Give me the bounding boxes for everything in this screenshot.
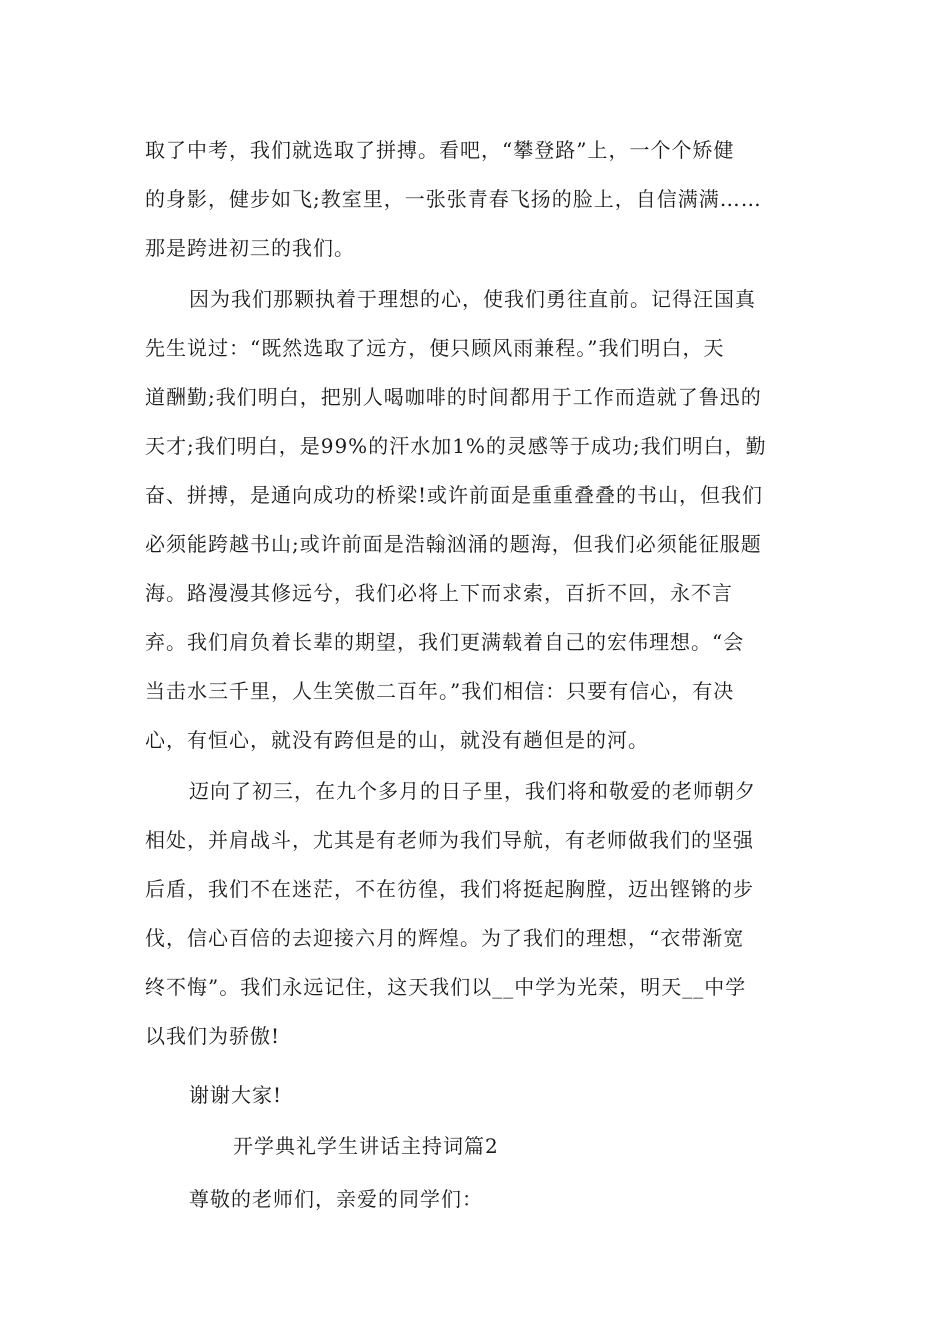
paragraph-line: 先生说过：“既然选取了远方，便只顾风雨兼程。”我们明白，天 xyxy=(145,336,725,360)
paragraph-3 xyxy=(145,767,809,1061)
section-title-text: 开学典礼学生讲话主持词篇2 xyxy=(233,1134,499,1158)
paragraph-line: 终不悔”。我们永远记住，这天我们以__中学为光荣，明天__中学 xyxy=(145,975,747,999)
paragraph-line: 迈向了初三，在九个多月的日子里，我们将和敬爱的老师朝夕 xyxy=(189,779,756,803)
paragraph-line: 当击水三千里，人生笑傲二百年。”我们相信：只要有信心，有决 xyxy=(145,679,735,703)
paragraph-line: 因为我们那颗执着于理想的心，使我们勇往直前。记得汪国真 xyxy=(189,287,756,311)
paragraph-line: 那是跨进初三的我们。 xyxy=(145,236,355,260)
thanks-text: 谢谢大家! xyxy=(189,1083,283,1107)
greeting-line xyxy=(145,1175,809,1224)
paragraph-2 xyxy=(145,275,809,765)
paragraph-line: 伐，信心百倍的去迎接六月的辉煌。为了我们的理想，“衣带渐宽 xyxy=(145,926,745,950)
paragraph-line: 后盾，我们不在迷茫，不在彷徨，我们将挺起胸膛，迈出铿锵的步 xyxy=(145,877,754,901)
paragraph-1 xyxy=(145,126,809,273)
section-title xyxy=(145,1122,809,1171)
paragraph-line: 弃。我们肩负着长辈的期望，我们更满载着自己的宏伟理想。“会 xyxy=(145,630,745,654)
paragraph-line: 道酬勤;我们明白，把别人喝咖啡的时间都用于工作而造就了鲁迅的 xyxy=(145,385,762,409)
paragraph-line: 取了中考，我们就选取了拼搏。看吧，“攀登路”上，一个个矫健 xyxy=(145,138,735,162)
greeting-text: 尊敬的老师们，亲爱的同学们： xyxy=(189,1187,483,1211)
paragraph-line: 海。路漫漫其修远兮，我们必将上下而求索，百折不回，永不言 xyxy=(145,581,733,605)
paragraph-line: 必须能跨越书山;或许前面是浩翰汹涌的题海，但我们必须能征服题 xyxy=(145,532,762,556)
thanks-line xyxy=(145,1071,809,1120)
paragraph-line: 相处，并肩战斗，尤其是有老师为我们导航，有老师做我们的坚强 xyxy=(145,828,754,852)
paragraph-line: 的身影，健步如飞;教室里，一张张青春飞扬的脸上，自信满满…… xyxy=(145,187,762,211)
paragraph-line: 奋、拼搏，是通向成功的桥梁!或许前面是重重叠叠的书山，但我们 xyxy=(145,483,764,507)
paragraph-line: 以我们为骄傲! xyxy=(145,1024,281,1048)
paragraph-line: 天才;我们明白，是99%的汗水加1%的灵感等于成功;我们明白，勤 xyxy=(145,434,767,458)
paragraph-line: 心，有恒心，就没有跨但是的山，就没有趟但是的河。 xyxy=(145,728,649,752)
